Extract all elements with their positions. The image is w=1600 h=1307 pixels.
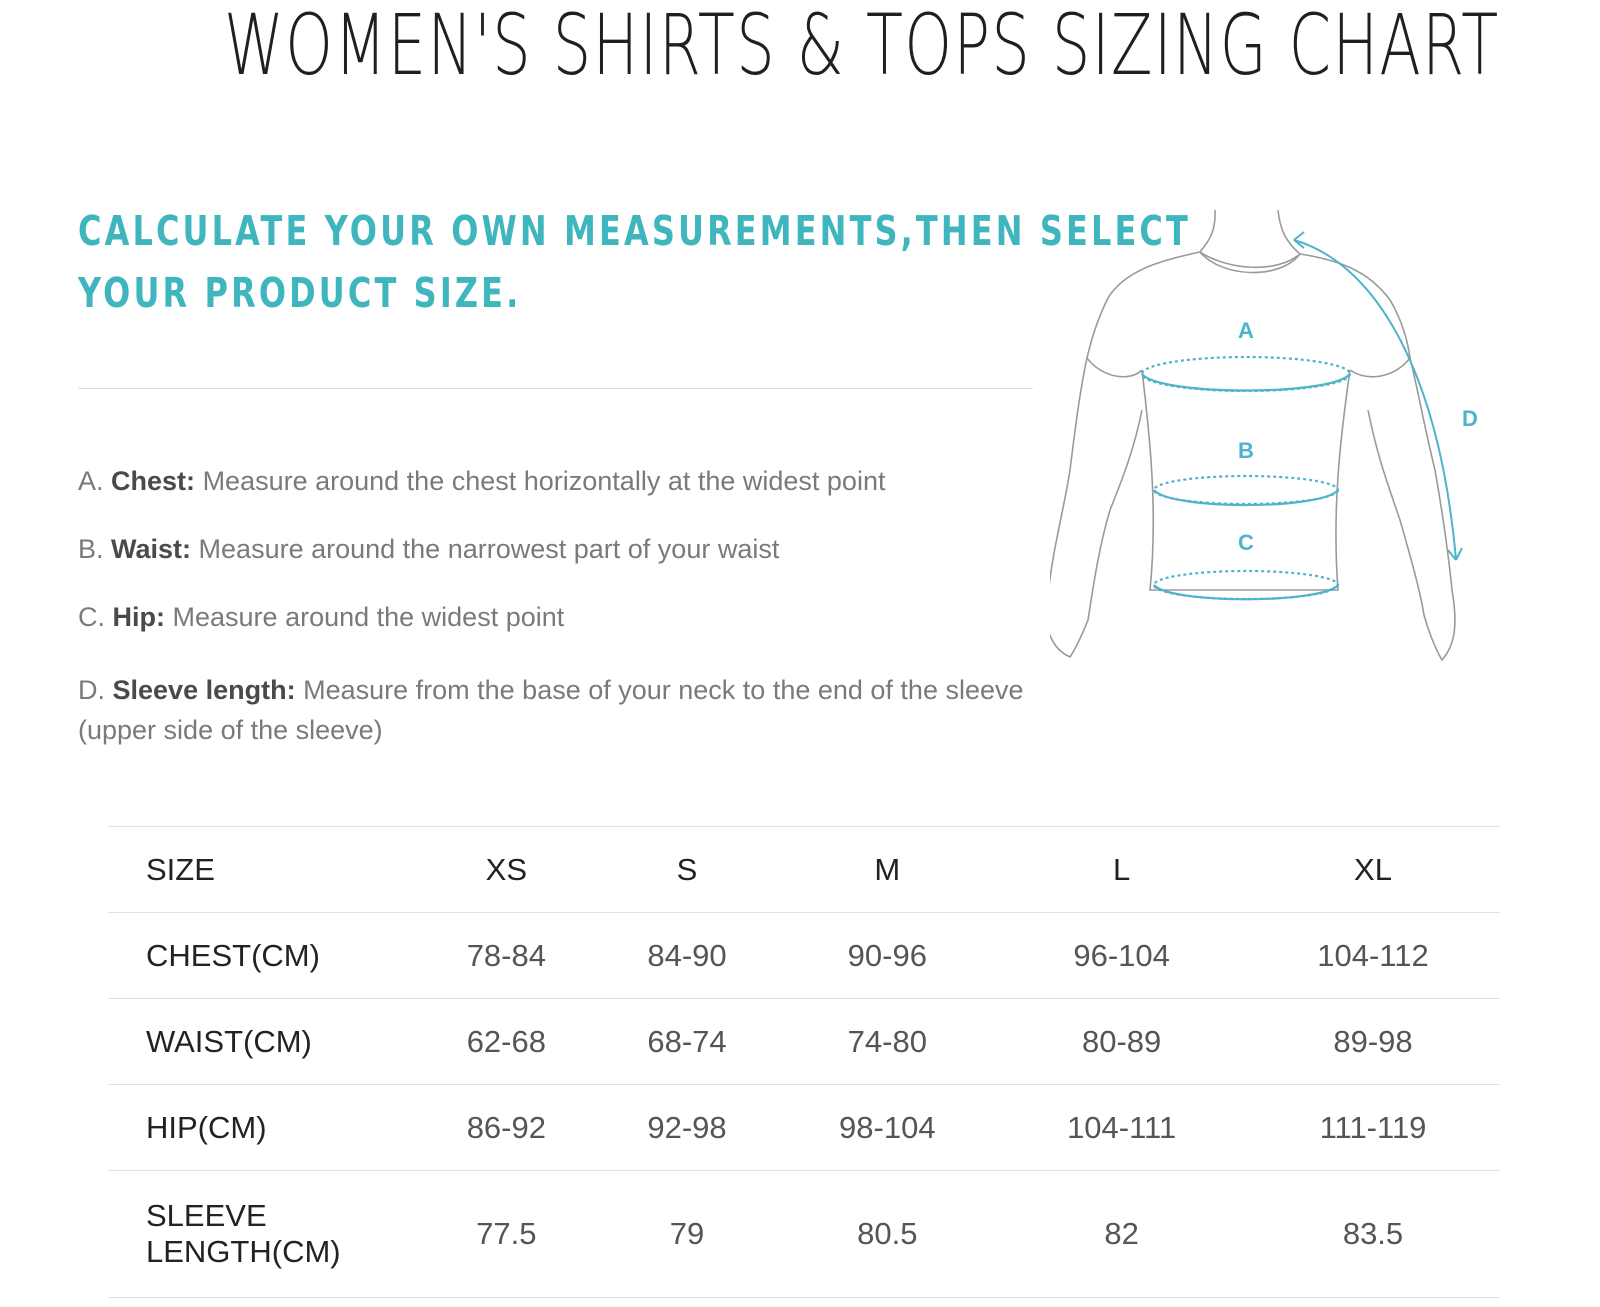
table-cell: 111-119 xyxy=(1246,1085,1500,1171)
row-label: HIP(CM) xyxy=(108,1085,416,1171)
label-c: C xyxy=(1238,530,1254,555)
table-cell: 104-111 xyxy=(997,1085,1246,1171)
definition-text: Measure from the base of your neck to the end of the sleeve xyxy=(303,675,1024,705)
table-header-cell: XL xyxy=(1246,827,1500,913)
definition-letter: A. xyxy=(78,466,104,496)
table-header-cell: XS xyxy=(416,827,597,913)
torso-outline xyxy=(1050,210,1455,660)
table-cell: 92-98 xyxy=(597,1085,778,1171)
table-row xyxy=(108,999,1500,1085)
table-row xyxy=(108,1171,1500,1298)
definition-text: Measure around the widest point xyxy=(172,602,565,632)
definition-hip xyxy=(78,602,564,633)
size-table xyxy=(108,826,1500,1298)
definition-sleeve-length xyxy=(78,670,1024,750)
definition-text-continued: (upper side of the sleeve) xyxy=(78,715,383,745)
label-b: B xyxy=(1238,438,1254,463)
intro-line-1: CALCULATE YOUR OWN MEASUREMENTS,THEN SELECT xyxy=(78,207,1191,255)
row-label-line-1: SLEEVE xyxy=(146,1198,267,1233)
row-label: WAIST(CM) xyxy=(108,999,416,1085)
table-cell: 74-80 xyxy=(777,999,997,1085)
row-label: CHEST(CM) xyxy=(108,913,416,999)
definition-term: Waist: xyxy=(111,534,192,564)
table-row xyxy=(108,913,1500,999)
divider xyxy=(78,388,1033,389)
definition-waist xyxy=(78,534,779,565)
label-a: A xyxy=(1238,318,1254,343)
table-cell: 96-104 xyxy=(997,913,1246,999)
table-cell: 80-89 xyxy=(997,999,1246,1085)
table-cell: 80.5 xyxy=(777,1171,997,1298)
row-label-line-2: LENGTH(CM) xyxy=(146,1234,341,1269)
page-title: WOMEN'S SHIRTS & TOPS SIZING CHART xyxy=(224,0,1500,94)
table-cell: 104-112 xyxy=(1246,913,1500,999)
measure-lines xyxy=(1142,232,1462,599)
intro-heading xyxy=(78,200,1191,324)
table-header-cell: SIZE xyxy=(108,827,416,913)
definition-term: Chest: xyxy=(111,466,196,496)
table-row xyxy=(108,1085,1500,1171)
definition-chest xyxy=(78,466,885,497)
definition-letter: B. xyxy=(78,534,104,564)
table-cell: 68-74 xyxy=(597,999,778,1085)
definition-letter: D. xyxy=(78,675,105,705)
table-cell: 82 xyxy=(997,1171,1246,1298)
torso-measurement-diagram xyxy=(1050,210,1540,690)
intro-line-2: YOUR PRODUCT SIZE. xyxy=(78,269,522,317)
table-cell: 84-90 xyxy=(597,913,778,999)
table-cell: 77.5 xyxy=(416,1171,597,1298)
label-d: D xyxy=(1462,406,1478,431)
table-header-cell: S xyxy=(597,827,778,913)
table-cell: 62-68 xyxy=(416,999,597,1085)
definition-text: Measure around the narrowest part of your waist xyxy=(198,534,780,564)
table-header-row xyxy=(108,827,1500,913)
table-cell: 89-98 xyxy=(1246,999,1500,1085)
definition-term: Sleeve length: xyxy=(112,675,296,705)
table-cell: 90-96 xyxy=(777,913,997,999)
definition-text: Measure around the chest horizontally at the widest point xyxy=(202,466,886,496)
table-cell: 83.5 xyxy=(1246,1171,1500,1298)
table-cell: 79 xyxy=(597,1171,778,1298)
row-label xyxy=(108,1171,416,1298)
table-cell: 98-104 xyxy=(777,1085,997,1171)
table-cell: 86-92 xyxy=(416,1085,597,1171)
table-header-cell: L xyxy=(997,827,1246,913)
table-header-cell: M xyxy=(777,827,997,913)
table-cell: 78-84 xyxy=(416,913,597,999)
definition-letter: C. xyxy=(78,602,105,632)
definition-term: Hip: xyxy=(112,602,165,632)
